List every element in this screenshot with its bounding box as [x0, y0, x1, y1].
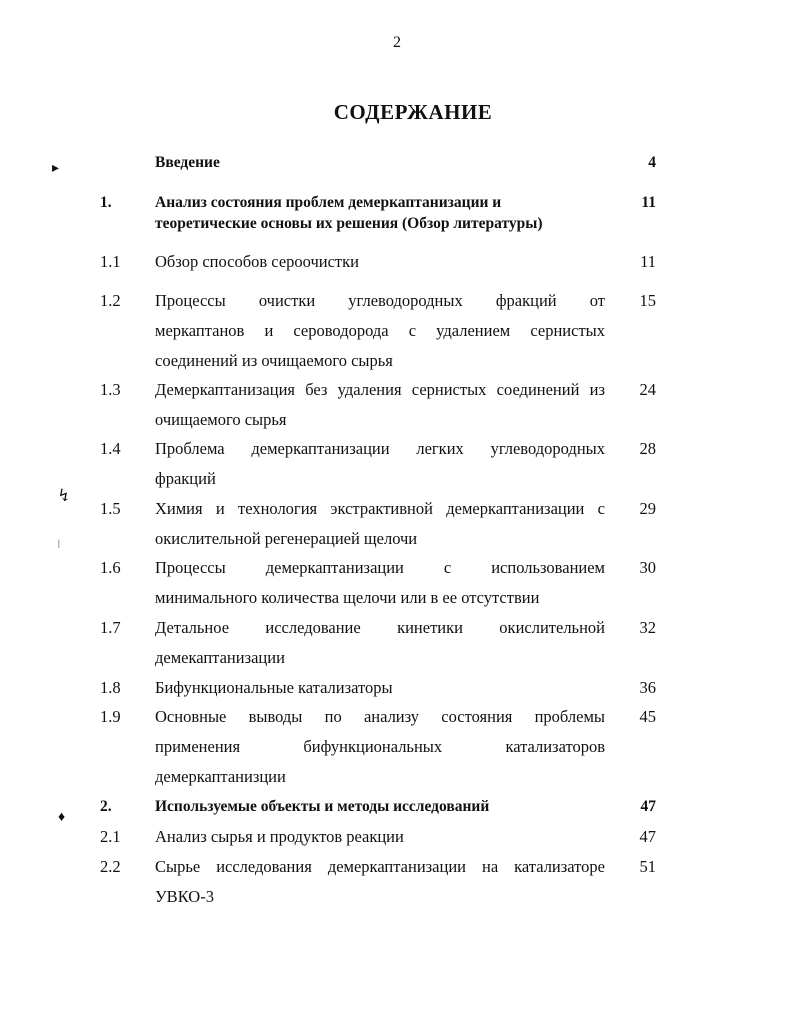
entry-page: 4	[648, 154, 656, 171]
entry-title: Химия и технология экстрактивной демеркаптанизации с окислительной регенерацией щелочи	[155, 499, 605, 548]
entry-number: 1.2	[100, 291, 121, 310]
margin-mark: ↯	[57, 486, 72, 505]
entry-page: 45	[639, 707, 656, 726]
entry-page: 36	[639, 678, 656, 697]
entry-title: Используемые объекты и методы исследований	[155, 798, 490, 815]
entry-page: 28	[639, 439, 656, 458]
entry-title: Обзор способов сероочистки	[155, 252, 359, 271]
entry-number: 2.1	[100, 827, 121, 846]
entry-title: Анализ сырья и продуктов реакции	[155, 827, 404, 846]
entry-title: Процессы очистки углеводородных фракций от меркаптанов и сероводорода с удалением сернистых соединений из очищаемого сырья	[155, 291, 605, 370]
entry-number: 1.7	[100, 618, 121, 637]
entry-page: 32	[639, 618, 656, 637]
entry-page: 24	[639, 380, 656, 399]
entry-title: Сырье исследования демеркаптанизации на катализаторе УВКО-3	[155, 857, 605, 906]
entry-number: 2.2	[100, 857, 121, 876]
entry-page: 30	[639, 558, 656, 577]
entry-title: Процессы демеркаптанизации с использованием минимального количества щелочи или в ее отсутствии	[155, 558, 605, 607]
entry-title: Введение	[155, 154, 220, 171]
entry-number: 1.8	[100, 678, 121, 697]
entry-page: 47	[640, 798, 656, 815]
page-number: 2	[393, 34, 401, 51]
entry-number: 1.4	[100, 439, 121, 458]
entry-page: 51	[639, 857, 656, 876]
entry-title: Анализ состояния проблем демеркаптанизации и теоретические основы их решения (Обзор литературы)	[155, 194, 543, 232]
entry-number: 1.5	[100, 499, 121, 518]
entry-number: 2.	[100, 798, 112, 815]
entry-title: Детальное исследование кинетики окислительной демекаптанизации	[155, 618, 605, 667]
entry-number: 1.6	[100, 558, 121, 577]
entry-page: 15	[639, 291, 656, 310]
entry-page: 47	[639, 827, 656, 846]
margin-mark: |	[58, 538, 60, 548]
entry-title: Основные выводы по анализу состояния проблемы применения бифункциональных катализаторов демеркаптанизции	[155, 707, 605, 786]
entry-page: 11	[640, 252, 656, 271]
entry-page: 11	[641, 194, 656, 211]
page-title: СОДЕРЖАНИЕ	[333, 100, 493, 124]
entry-number: 1.1	[100, 252, 121, 271]
margin-mark: ♦	[58, 810, 66, 825]
entry-number: 1.3	[100, 380, 121, 399]
entry-page: 29	[639, 499, 656, 518]
entry-title: Проблема демеркаптанизации легких углеводородных фракций	[155, 439, 605, 488]
entry-title: Демеркаптанизация без удаления сернистых соединений из очищаемого сырья	[155, 380, 605, 429]
entry-number: 1.	[100, 194, 112, 211]
margin-mark: ▸	[52, 161, 60, 176]
entry-number: 1.9	[100, 707, 121, 726]
entry-title: Бифункциональные катализаторы	[155, 678, 393, 697]
